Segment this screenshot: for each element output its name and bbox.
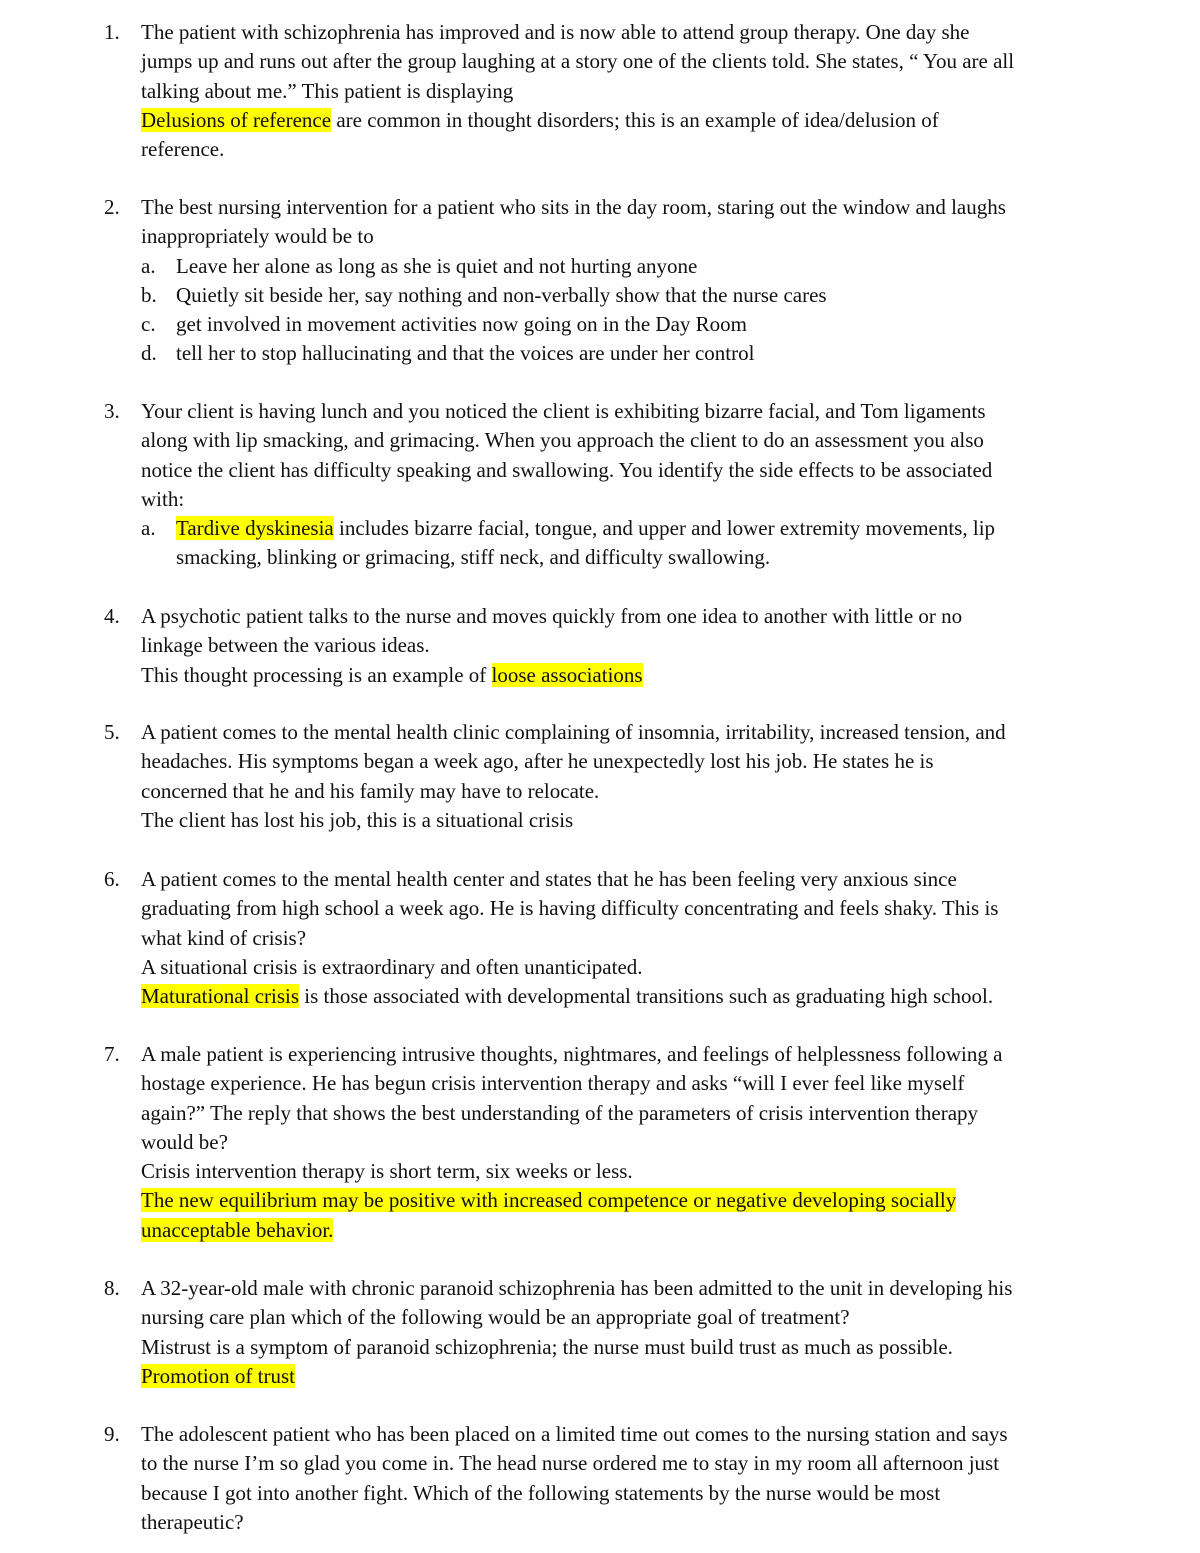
question-line: inappropriately would be to xyxy=(141,224,374,249)
option-continuation xyxy=(141,543,1131,572)
question-line: graduating from high school a week ago. He is having difficulty concentrating and feels shaky. This is xyxy=(141,896,999,921)
option-text: tell her to stop hallucinating and that the voices are under her control xyxy=(176,341,755,366)
answer-line xyxy=(141,106,1131,135)
answer-line: A situational crisis is extraordinary and often unanticipated. xyxy=(141,954,643,979)
option-text: Quietly sit beside her, say nothing and non-verbally show that the nurse cares xyxy=(176,282,827,307)
question-line: what kind of crisis? xyxy=(141,925,307,950)
option-letter: d. xyxy=(141,341,157,366)
question-body xyxy=(141,602,1131,690)
question-body xyxy=(141,865,1131,1011)
question-line: Your client is having lunch and you noticed the client is exhibiting bizarre facial, and Tom ligaments xyxy=(141,399,986,423)
question-line: notice the client has difficulty speaking and swallowing. You identify the side effects to be associated xyxy=(141,457,993,482)
question-line: A 32-year-old male with chronic paranoid schizophrenia has been admitted to the unit in developing his xyxy=(141,1276,1013,1300)
question-line: headaches. His symptoms began a week ago, after he unexpectedly lost his job. He states he is xyxy=(141,749,934,774)
answer-line xyxy=(141,1362,1131,1391)
option-a xyxy=(141,514,1131,543)
question-line: because I got into another fight. Which of the following statements by the nurse would be most xyxy=(141,1480,941,1505)
question-line: jumps up and runs out after the group laughing at a story one of the clients told. She states, “ You are all xyxy=(141,49,1015,74)
question-line: hostage experience. He has begun crisis intervention therapy and asks “will I ever feel like myself xyxy=(141,1071,965,1096)
question-body xyxy=(141,397,1131,573)
question-number: 3. xyxy=(104,399,120,423)
highlighted-answer: Maturational crisis xyxy=(141,984,300,1009)
question-line: The adolescent patient who has been placed on a limited time out comes to the nursing station and says xyxy=(141,1422,1008,1446)
question-number: 1. xyxy=(104,20,120,44)
answer-line: Crisis intervention therapy is short term, six weeks or less. xyxy=(141,1159,633,1184)
question-line: The best nursing intervention for a patient who sits in the day room, staring out the window and laughs xyxy=(141,195,1006,219)
question-number: 5. xyxy=(104,720,120,744)
answer-text: is those associated with developmental transitions such as graduating high school. xyxy=(299,984,994,1009)
question-line: to the nurse I’m so glad you come in. The head nurse ordered me to stay in my room all afternoon just xyxy=(141,1451,1000,1476)
option-c xyxy=(141,310,1131,339)
option-letter: a. xyxy=(141,253,156,278)
question-line: therapeutic? xyxy=(141,1509,244,1534)
option-text: get involved in movement activities now going on in the Day Room xyxy=(176,312,747,337)
question-line: would be? xyxy=(141,1129,228,1154)
answer-line xyxy=(141,982,1131,1011)
question-number: 4. xyxy=(104,604,120,628)
question-number: 8. xyxy=(104,1276,120,1300)
answer-line xyxy=(141,1186,1131,1215)
option-letter: a. xyxy=(141,516,156,541)
question-body xyxy=(141,718,1131,835)
answer-line: reference. xyxy=(141,137,225,162)
question-body xyxy=(141,1420,1131,1537)
highlighted-answer: loose associations xyxy=(491,662,643,687)
option-text xyxy=(176,514,995,543)
question-body xyxy=(141,1274,1131,1391)
answer-line: The client has lost his job, this is a situational crisis xyxy=(141,807,574,832)
answer-text: includes bizarre facial, tongue, and upper and lower extremity movements, lip xyxy=(333,516,996,541)
answer-text: This thought processing is an example of xyxy=(141,662,492,687)
question-line: again?” The reply that shows the best understanding of the parameters of crisis intervention therapy xyxy=(141,1100,979,1125)
question-number: 2. xyxy=(104,195,120,219)
question-line: with: xyxy=(141,486,185,511)
option-letter: c. xyxy=(141,312,156,337)
question-line: nursing care plan which of the following would be an appropriate goal of treatment? xyxy=(141,1305,850,1330)
question-line: linkage between the various ideas. xyxy=(141,633,430,658)
option-d xyxy=(141,339,1131,368)
question-body xyxy=(141,193,1131,369)
question-number: 7. xyxy=(104,1042,120,1066)
answer-text: are common in thought disorders; this is an example of idea/delusion of xyxy=(331,107,939,132)
answer-line xyxy=(141,1216,1131,1245)
option-letter: b. xyxy=(141,282,157,307)
answer-line: Mistrust is a symptom of paranoid schizophrenia; the nurse must build trust as much as possible. xyxy=(141,1334,953,1359)
question-line: A male patient is experiencing intrusive thoughts, nightmares, and feelings of helplessness following a xyxy=(141,1042,1003,1066)
question-number: 6. xyxy=(104,867,120,891)
highlighted-answer: Tardive dyskinesia xyxy=(176,516,334,541)
highlighted-answer: unacceptable behavior. xyxy=(141,1217,334,1242)
question-line: The patient with schizophrenia has improved and is now able to attend group therapy. One day she xyxy=(141,20,970,44)
question-line: talking about me.” This patient is displaying xyxy=(141,78,514,103)
question-number: 9. xyxy=(104,1422,120,1446)
question-line: along with lip smacking, and grimacing. When you approach the client to do an assessment you also xyxy=(141,428,984,453)
highlighted-answer: Promotion of trust xyxy=(141,1363,296,1388)
option-a xyxy=(141,252,1131,281)
option-text: Leave her alone as long as she is quiet and not hurting anyone xyxy=(176,253,698,278)
question-line: A patient comes to the mental health clinic complaining of insomnia, irritability, increased tension, and xyxy=(141,720,1006,744)
highlighted-answer: Delusions of reference xyxy=(141,107,332,132)
answer-line xyxy=(141,661,1131,690)
question-body xyxy=(141,1040,1131,1245)
option-text: smacking, blinking or grimacing, stiff neck, and difficulty swallowing. xyxy=(176,545,771,570)
question-line: A patient comes to the mental health center and states that he has been feeling very anxious since xyxy=(141,867,957,891)
question-line: concerned that he and his family may have to relocate. xyxy=(141,778,600,803)
question-line: A psychotic patient talks to the nurse and moves quickly from one idea to another with little or no xyxy=(141,604,963,628)
highlighted-answer: The new equilibrium may be positive with increased competence or negative developing socially xyxy=(141,1188,957,1213)
question-body xyxy=(141,18,1131,164)
option-b xyxy=(141,281,1131,310)
